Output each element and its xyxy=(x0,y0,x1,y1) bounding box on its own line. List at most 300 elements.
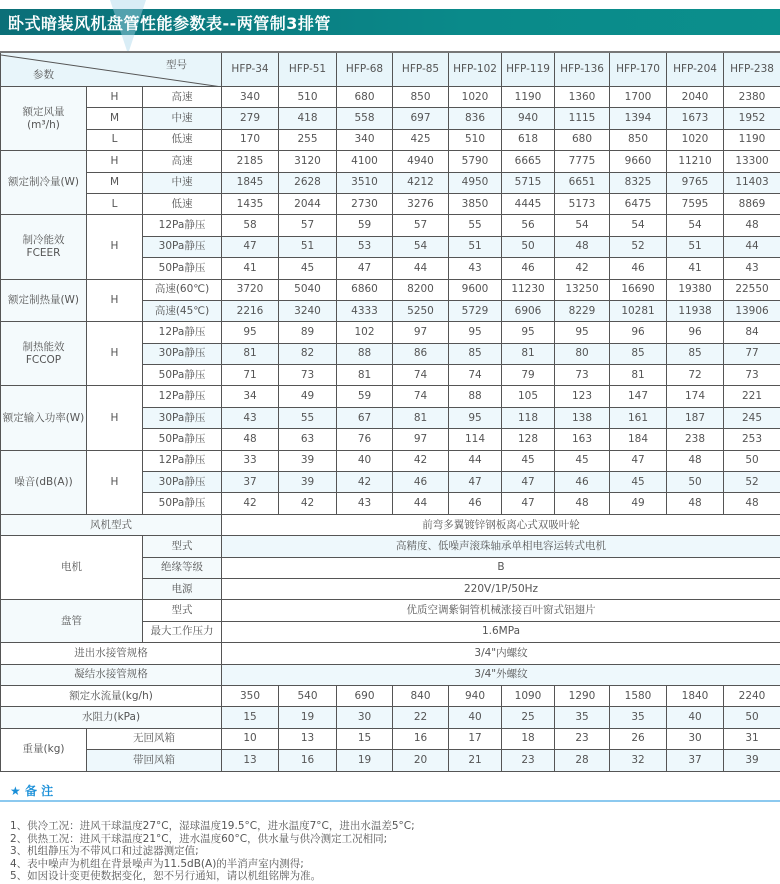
value-cell: 73 xyxy=(555,365,610,386)
value-cell: 88 xyxy=(337,343,393,364)
value-cell: 47 xyxy=(337,258,393,279)
value-cell: 44 xyxy=(724,236,780,257)
value-cell: 1190 xyxy=(724,129,780,150)
value-cell: 45 xyxy=(502,450,555,471)
value-cell: 2380 xyxy=(724,87,780,108)
value-cell: 54 xyxy=(667,215,724,236)
group-label-unit: FCEER xyxy=(26,246,61,259)
header-diagonal-cell xyxy=(1,52,222,87)
value-cell: 5715 xyxy=(502,172,555,193)
value-cell: 39 xyxy=(279,450,337,471)
value-cell: 13906 xyxy=(724,300,780,321)
value-cell: 54 xyxy=(555,215,610,236)
value-cell: 97 xyxy=(393,429,449,450)
coil-value: 1.6MPa xyxy=(222,621,780,642)
value-cell: 510 xyxy=(279,87,337,108)
condition-cell: 高速(60℃) xyxy=(143,279,222,300)
value-cell: 510 xyxy=(449,129,502,150)
value-cell: 52 xyxy=(724,472,780,493)
value-cell: 63 xyxy=(279,429,337,450)
value-cell: 6860 xyxy=(337,279,393,300)
value-cell: 42 xyxy=(222,493,279,514)
table-row xyxy=(1,750,780,771)
value-cell: 163 xyxy=(555,429,610,450)
value-cell: 2730 xyxy=(337,193,393,214)
value-cell: 86 xyxy=(393,343,449,364)
spec-table xyxy=(0,51,780,772)
value-cell: 680 xyxy=(555,129,610,150)
value-cell: 49 xyxy=(610,493,667,514)
value-cell: 73 xyxy=(279,365,337,386)
value-cell: 6651 xyxy=(555,172,610,193)
value-cell: 53 xyxy=(337,236,393,257)
pipe-label: 凝结水接管规格 xyxy=(1,664,222,685)
value-cell: 3510 xyxy=(337,172,393,193)
value-cell: 13300 xyxy=(724,151,780,172)
value-cell: 47 xyxy=(502,493,555,514)
value-cell: 5173 xyxy=(555,193,610,214)
group-label xyxy=(1,279,87,322)
value-cell: 22 xyxy=(393,707,449,728)
value-cell: 1845 xyxy=(222,172,279,193)
value-cell: 13 xyxy=(279,728,337,749)
table-row xyxy=(1,172,780,193)
model-header: HFP-85 xyxy=(393,52,449,87)
value-cell: 37 xyxy=(667,750,724,771)
value-cell: 184 xyxy=(610,429,667,450)
value-cell: 50 xyxy=(724,450,780,471)
condition-cell: 中速 xyxy=(143,108,222,129)
group-label-text: 制热能效 xyxy=(22,340,65,353)
mode-cell: H xyxy=(87,215,143,279)
value-cell: 20 xyxy=(393,750,449,771)
value-cell: 6906 xyxy=(502,300,555,321)
value-cell: 10 xyxy=(222,728,279,749)
value-cell: 187 xyxy=(667,407,724,428)
value-cell: 558 xyxy=(337,108,393,129)
value-cell: 618 xyxy=(502,129,555,150)
value-cell: 1360 xyxy=(555,87,610,108)
group-label-text: 额定制冷量(W) xyxy=(7,176,80,189)
value-cell: 1394 xyxy=(610,108,667,129)
divider xyxy=(0,800,780,802)
table-row xyxy=(1,450,780,471)
value-cell: 96 xyxy=(667,322,724,343)
value-cell: 8325 xyxy=(610,172,667,193)
value-cell: 42 xyxy=(337,472,393,493)
value-cell: 1190 xyxy=(502,87,555,108)
value-cell: 2044 xyxy=(279,193,337,214)
value-cell: 7595 xyxy=(667,193,724,214)
value-cell: 4950 xyxy=(449,172,502,193)
value-cell: 95 xyxy=(222,322,279,343)
value-cell: 85 xyxy=(449,343,502,364)
value-cell: 16690 xyxy=(610,279,667,300)
value-cell: 81 xyxy=(337,365,393,386)
pipe-value: 3/4"内螺纹 xyxy=(222,643,780,664)
model-header: HFP-204 xyxy=(667,52,724,87)
weight-sub-label: 无回风箱 xyxy=(87,728,222,749)
value-cell: 96 xyxy=(610,322,667,343)
value-cell: 47 xyxy=(502,472,555,493)
value-cell: 72 xyxy=(667,365,724,386)
value-cell: 54 xyxy=(610,215,667,236)
value-cell: 11403 xyxy=(724,172,780,193)
value-cell: 59 xyxy=(337,215,393,236)
condition-cell: 12Pa静压 xyxy=(143,215,222,236)
notes-heading xyxy=(10,782,53,799)
value-cell: 49 xyxy=(279,386,337,407)
value-cell: 128 xyxy=(502,429,555,450)
value-cell: 255 xyxy=(279,129,337,150)
value-cell: 5729 xyxy=(449,300,502,321)
motor-sub-label: 型式 xyxy=(143,536,222,557)
value-cell: 40 xyxy=(449,707,502,728)
table-row xyxy=(1,643,780,664)
coil-value: 优质空调紫铜管机械涨接百叶窗式铝翅片 xyxy=(222,600,780,621)
value-cell: 7775 xyxy=(555,151,610,172)
value-cell: 77 xyxy=(724,343,780,364)
group-label xyxy=(1,322,87,386)
value-cell: 85 xyxy=(667,343,724,364)
model-header: HFP-68 xyxy=(337,52,393,87)
value-cell: 39 xyxy=(279,472,337,493)
value-cell: 57 xyxy=(393,215,449,236)
value-cell: 48 xyxy=(667,450,724,471)
note-item: 3、机组静压为不带风口和过滤器测定值; xyxy=(10,845,199,857)
mode-cell: H xyxy=(87,450,143,514)
condition-cell: 30Pa静压 xyxy=(143,343,222,364)
model-header: HFP-51 xyxy=(279,52,337,87)
title-bar xyxy=(0,9,780,35)
pipe-value: 3/4"外螺纹 xyxy=(222,664,780,685)
value-cell: 45 xyxy=(279,258,337,279)
value-cell: 74 xyxy=(449,365,502,386)
value-cell: 161 xyxy=(610,407,667,428)
value-cell: 114 xyxy=(449,429,502,450)
value-cell: 44 xyxy=(393,493,449,514)
motor-sub-label: 绝缘等级 xyxy=(143,557,222,578)
mode-cell: H xyxy=(87,279,143,322)
value-cell: 9660 xyxy=(610,151,667,172)
value-cell: 46 xyxy=(449,493,502,514)
water-label: 额定水流量(kg/h) xyxy=(1,685,222,706)
value-cell: 245 xyxy=(724,407,780,428)
note-item: 4、表中噪声为机组在背景噪声为11.5dB(A)的半消声室内测得; xyxy=(10,857,304,870)
group-label-text: 噪音(dB(A)) xyxy=(14,475,73,488)
value-cell: 3276 xyxy=(393,193,449,214)
value-cell: 52 xyxy=(610,236,667,257)
motor-value: 220V/1P/50Hz xyxy=(222,578,780,599)
weight-label: 重量(kg) xyxy=(1,728,87,771)
value-cell: 55 xyxy=(449,215,502,236)
value-cell: 4333 xyxy=(337,300,393,321)
value-cell: 8229 xyxy=(555,300,610,321)
value-cell: 5250 xyxy=(393,300,449,321)
group-label-unit: FCCOP xyxy=(25,353,62,366)
value-cell: 51 xyxy=(667,236,724,257)
condition-cell: 高速 xyxy=(143,87,222,108)
value-cell: 81 xyxy=(393,407,449,428)
group-label xyxy=(1,87,87,151)
value-cell: 58 xyxy=(222,215,279,236)
value-cell: 95 xyxy=(449,322,502,343)
value-cell: 4445 xyxy=(502,193,555,214)
fan-type-label: 风机型式 xyxy=(1,514,222,535)
value-cell: 15 xyxy=(337,728,393,749)
value-cell: 690 xyxy=(337,685,393,706)
value-cell: 26 xyxy=(610,728,667,749)
value-cell: 33 xyxy=(222,450,279,471)
value-cell: 31 xyxy=(724,728,780,749)
model-header: HFP-34 xyxy=(222,52,279,87)
table-row xyxy=(1,108,780,129)
value-cell: 45 xyxy=(555,450,610,471)
table-row xyxy=(1,707,780,728)
value-cell: 13 xyxy=(222,750,279,771)
value-cell: 16 xyxy=(279,750,337,771)
table-row xyxy=(1,664,780,685)
condition-cell: 12Pa静压 xyxy=(143,386,222,407)
value-cell: 34 xyxy=(222,386,279,407)
value-cell: 51 xyxy=(449,236,502,257)
value-cell: 84 xyxy=(724,322,780,343)
value-cell: 4212 xyxy=(393,172,449,193)
note-item: 2、供热工况：进风干球温度21°C，进水温度60°C，供水量与供冷测定工况相同; xyxy=(10,832,388,845)
value-cell: 6665 xyxy=(502,151,555,172)
value-cell: 850 xyxy=(610,129,667,150)
value-cell: 97 xyxy=(393,322,449,343)
value-cell: 5040 xyxy=(279,279,337,300)
value-cell: 42 xyxy=(555,258,610,279)
value-cell: 680 xyxy=(337,87,393,108)
value-cell: 35 xyxy=(610,707,667,728)
value-cell: 82 xyxy=(279,343,337,364)
value-cell: 28 xyxy=(555,750,610,771)
weight-sub-label: 带回风箱 xyxy=(87,750,222,771)
star-icon: ★ xyxy=(10,784,21,798)
value-cell: 32 xyxy=(610,750,667,771)
value-cell: 940 xyxy=(449,685,502,706)
value-cell: 44 xyxy=(449,450,502,471)
value-cell: 59 xyxy=(337,386,393,407)
model-header: HFP-102 xyxy=(449,52,502,87)
value-cell: 850 xyxy=(393,87,449,108)
model-header: HFP-119 xyxy=(502,52,555,87)
value-cell: 81 xyxy=(610,365,667,386)
value-cell: 1952 xyxy=(724,108,780,129)
value-cell: 1840 xyxy=(667,685,724,706)
value-cell: 23 xyxy=(555,728,610,749)
value-cell: 238 xyxy=(667,429,724,450)
value-cell: 1020 xyxy=(667,129,724,150)
water-label: 水阻力(kPa) xyxy=(1,707,222,728)
value-cell: 105 xyxy=(502,386,555,407)
value-cell: 4940 xyxy=(393,151,449,172)
value-cell: 3850 xyxy=(449,193,502,214)
table-row xyxy=(1,151,780,172)
condition-cell: 低速 xyxy=(143,129,222,150)
value-cell: 47 xyxy=(449,472,502,493)
value-cell: 2040 xyxy=(667,87,724,108)
value-cell: 221 xyxy=(724,386,780,407)
mode-cell: H xyxy=(87,386,143,450)
mode-cell: L xyxy=(87,193,143,214)
value-cell: 940 xyxy=(502,108,555,129)
model-label: 型号 xyxy=(166,59,188,71)
value-cell: 43 xyxy=(337,493,393,514)
group-label xyxy=(1,151,87,215)
value-cell: 89 xyxy=(279,322,337,343)
condition-cell: 中速 xyxy=(143,172,222,193)
group-label xyxy=(1,215,87,279)
value-cell: 1435 xyxy=(222,193,279,214)
value-cell: 15 xyxy=(222,707,279,728)
value-cell: 35 xyxy=(555,707,610,728)
note-item: 5、如因设计变更使数据变化，恕不另行通知，请以机组铭牌为准。 xyxy=(10,870,322,882)
value-cell: 540 xyxy=(279,685,337,706)
value-cell: 46 xyxy=(555,472,610,493)
table-row xyxy=(1,279,780,300)
condition-cell: 50Pa静压 xyxy=(143,258,222,279)
value-cell: 1090 xyxy=(502,685,555,706)
value-cell: 340 xyxy=(337,129,393,150)
value-cell: 67 xyxy=(337,407,393,428)
value-cell: 55 xyxy=(279,407,337,428)
group-label-text: 额定输入功率(W) xyxy=(2,411,85,424)
value-cell: 56 xyxy=(502,215,555,236)
value-cell: 22550 xyxy=(724,279,780,300)
condition-cell: 低速 xyxy=(143,193,222,214)
value-cell: 425 xyxy=(393,129,449,150)
table-row xyxy=(1,536,780,557)
value-cell: 350 xyxy=(222,685,279,706)
value-cell: 11938 xyxy=(667,300,724,321)
value-cell: 43 xyxy=(449,258,502,279)
value-cell: 46 xyxy=(393,472,449,493)
mode-cell: M xyxy=(87,108,143,129)
value-cell: 46 xyxy=(502,258,555,279)
model-header: HFP-136 xyxy=(555,52,610,87)
mode-cell: L xyxy=(87,129,143,150)
coil-label: 盘管 xyxy=(1,600,143,643)
value-cell: 42 xyxy=(279,493,337,514)
condition-cell: 高速(45℃) xyxy=(143,300,222,321)
value-cell: 19 xyxy=(337,750,393,771)
value-cell: 43 xyxy=(222,407,279,428)
value-cell: 118 xyxy=(502,407,555,428)
value-cell: 41 xyxy=(667,258,724,279)
notes-title: 备 注 xyxy=(24,784,54,798)
mode-cell: H xyxy=(87,151,143,172)
motor-sub-label: 电源 xyxy=(143,578,222,599)
value-cell: 1580 xyxy=(610,685,667,706)
value-cell: 3240 xyxy=(279,300,337,321)
value-cell: 11230 xyxy=(502,279,555,300)
value-cell: 23 xyxy=(502,750,555,771)
value-cell: 123 xyxy=(555,386,610,407)
table-row xyxy=(1,728,780,749)
table-row xyxy=(1,514,780,535)
value-cell: 16 xyxy=(393,728,449,749)
value-cell: 50 xyxy=(502,236,555,257)
value-cell: 81 xyxy=(502,343,555,364)
value-cell: 1290 xyxy=(555,685,610,706)
condition-cell: 12Pa静压 xyxy=(143,322,222,343)
value-cell: 1115 xyxy=(555,108,610,129)
model-header: HFP-238 xyxy=(724,52,780,87)
value-cell: 2216 xyxy=(222,300,279,321)
value-cell: 13250 xyxy=(555,279,610,300)
value-cell: 9765 xyxy=(667,172,724,193)
value-cell: 2628 xyxy=(279,172,337,193)
mode-cell: H xyxy=(87,322,143,386)
table-row xyxy=(1,215,780,236)
condition-cell: 50Pa静压 xyxy=(143,429,222,450)
value-cell: 2240 xyxy=(724,685,780,706)
notes-list xyxy=(10,820,415,883)
value-cell: 102 xyxy=(337,322,393,343)
value-cell: 48 xyxy=(555,493,610,514)
note-item: 1、供冷工况：进风干球温度27°C，湿球温度19.5°C，进水温度7°C，进出水温差5°C; xyxy=(10,820,415,832)
value-cell: 5790 xyxy=(449,151,502,172)
value-cell: 48 xyxy=(222,429,279,450)
value-cell: 76 xyxy=(337,429,393,450)
value-cell: 3720 xyxy=(222,279,279,300)
motor-value: B xyxy=(222,557,780,578)
value-cell: 30 xyxy=(337,707,393,728)
value-cell: 88 xyxy=(449,386,502,407)
value-cell: 71 xyxy=(222,365,279,386)
page-title: 卧式暗装风机盘管性能参数表--两管制3排管 xyxy=(8,14,331,33)
group-label-text: 制冷能效 xyxy=(22,233,65,246)
value-cell: 46 xyxy=(610,258,667,279)
table-row xyxy=(1,386,780,407)
value-cell: 25 xyxy=(502,707,555,728)
value-cell: 48 xyxy=(667,493,724,514)
value-cell: 43 xyxy=(724,258,780,279)
value-cell: 17 xyxy=(449,728,502,749)
mode-cell: M xyxy=(87,172,143,193)
value-cell: 95 xyxy=(555,322,610,343)
value-cell: 44 xyxy=(393,258,449,279)
group-label-text: 额定制热量(W) xyxy=(7,293,80,306)
value-cell: 21 xyxy=(449,750,502,771)
motor-value: 高精度、低噪声滚珠轴承单相电容运转式电机 xyxy=(222,536,780,557)
table-row xyxy=(1,322,780,343)
table-row xyxy=(1,193,780,214)
condition-cell: 30Pa静压 xyxy=(143,407,222,428)
value-cell: 147 xyxy=(610,386,667,407)
coil-sub-label: 最大工作压力 xyxy=(143,621,222,642)
value-cell: 47 xyxy=(222,236,279,257)
value-cell: 253 xyxy=(724,429,780,450)
value-cell: 4100 xyxy=(337,151,393,172)
table-row xyxy=(1,600,780,621)
value-cell: 8200 xyxy=(393,279,449,300)
value-cell: 74 xyxy=(393,365,449,386)
value-cell: 51 xyxy=(279,236,337,257)
group-label-unit: (m³/h) xyxy=(27,118,60,131)
value-cell: 3120 xyxy=(279,151,337,172)
value-cell: 836 xyxy=(449,108,502,129)
value-cell: 47 xyxy=(610,450,667,471)
value-cell: 80 xyxy=(555,343,610,364)
condition-cell: 30Pa静压 xyxy=(143,236,222,257)
condition-cell: 50Pa静压 xyxy=(143,493,222,514)
model-header: HFP-170 xyxy=(610,52,667,87)
value-cell: 1673 xyxy=(667,108,724,129)
